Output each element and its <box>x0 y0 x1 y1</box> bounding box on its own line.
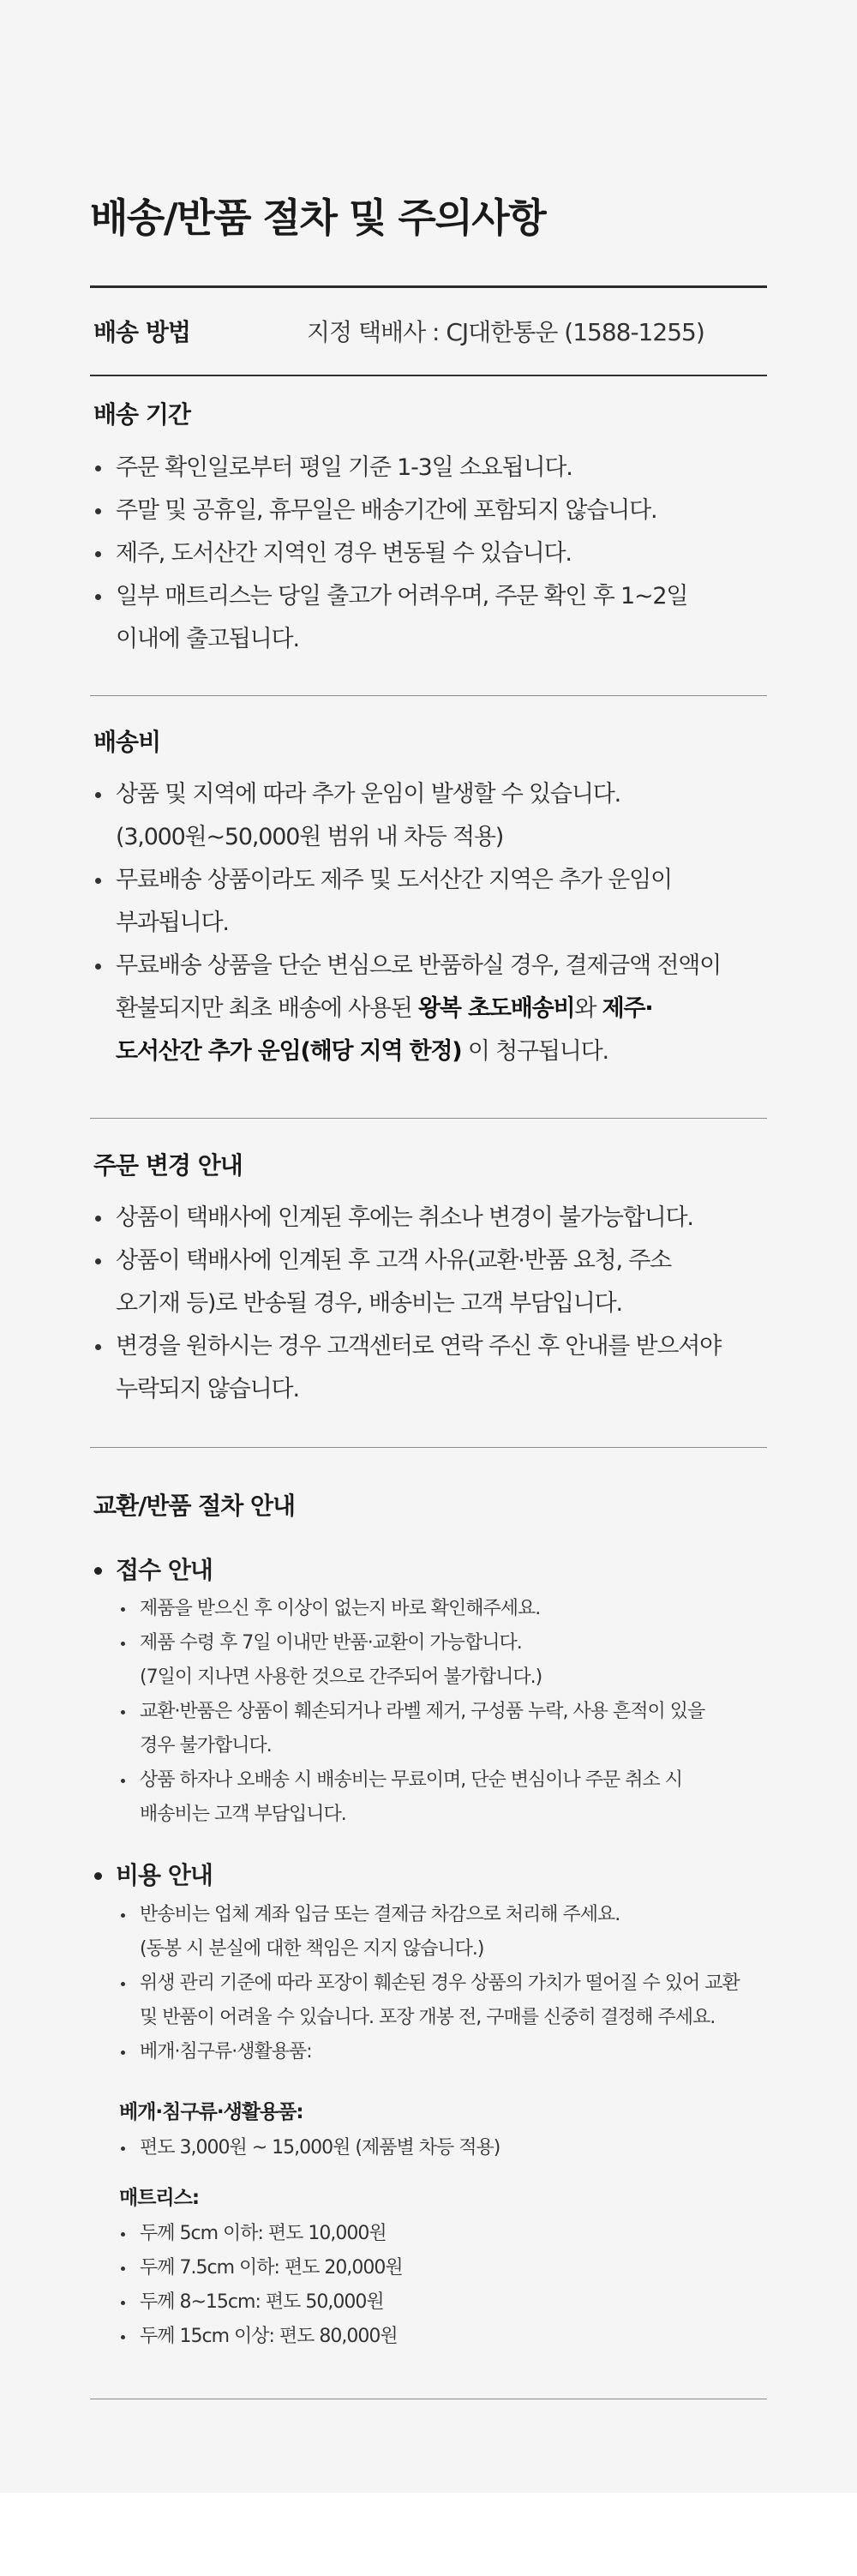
shipping-method-row <box>90 315 767 350</box>
list-item: 무료배송 상품이라도 제주 및 도서산간 지역은 추가 운임이 부과됩니다. <box>90 859 767 945</box>
section-divider <box>90 695 767 696</box>
shipping-method-value: 지정 택배사 : CJ대한통운 (1588-1255) <box>307 318 704 346</box>
list-item: 상품이 택배사에 인계된 후 고객 사유(교환·반품 요청, 주소 오기재 등)로 반송될 경우, 배송비는 고객 부담입니다. <box>90 1240 767 1325</box>
order-change-list <box>90 1197 767 1411</box>
section-divider <box>90 1447 767 1448</box>
list-item: 주문 확인일로부터 평일 기준 1-3일 소요됩니다. <box>90 447 767 489</box>
shipping-fee-list <box>90 773 767 1073</box>
cost-heading: 비용 안내 <box>90 1858 213 1893</box>
list-item: 두께 8~15cm: 편도 50,000원 <box>117 2285 769 2320</box>
list-item: 반송비는 업체 계좌 입금 또는 결제금 차감으로 처리해 주세요. (동봉 시 분실에 대한 책임은 지지 않습니다.) <box>117 1898 769 1967</box>
mattress-fee-heading: 매트리스: <box>119 2187 200 2209</box>
list-item: 제품을 받으신 후 이상이 없는지 바로 확인해주세요. <box>117 1592 769 1626</box>
method-divider <box>90 375 767 376</box>
shipping-method-label: 배송 방법 <box>93 318 190 346</box>
list-item: 변경을 원하시는 경우 고객센터로 연락 주신 후 안내를 받으셔야 누락되지 않습니다. <box>90 1325 767 1411</box>
exchange-heading: 교환/반품 절차 안내 <box>93 1492 296 1520</box>
shipping-period-list <box>90 447 767 661</box>
list-item: 상품 하자나 오배송 시 배송비는 무료이며, 단순 변심이나 주문 취소 시 배송비는 고객 부담입니다. <box>117 1763 769 1832</box>
list-item: 일부 매트리스는 당일 출고가 어려우며, 주문 확인 후 1~2일 이내에 출고됩니다. <box>90 575 767 661</box>
cost-list <box>117 1898 769 2069</box>
title-divider <box>90 285 767 288</box>
list-item: 상품이 택배사에 인계된 후에는 취소나 변경이 불가능합니다. <box>90 1197 767 1240</box>
list-item: 편도 3,000원 ~ 15,000원 (제품별 차등 적용) <box>117 2131 769 2165</box>
list-item: 베개·침구류·생활용품: <box>117 2035 769 2069</box>
mattress-fee-list <box>117 2217 769 2354</box>
list-item: 두께 7.5cm 이하: 편도 20,000원 <box>117 2251 769 2285</box>
list-item: 상품 및 지역에 따라 추가 운임이 발생할 수 있습니다. (3,000원~50,000원 범위 내 차등 적용) <box>90 773 767 859</box>
bedding-fee-list <box>117 2131 769 2165</box>
shipping-period-heading: 배송 기간 <box>93 400 190 429</box>
round-trip-fee-emphasis: 왕복 초도배송비 <box>418 995 575 1022</box>
section-divider <box>90 1118 767 1119</box>
list-item: 교환·반품은 상품이 훼손되거나 라벨 제거, 구성품 누락, 사용 흔적이 있을 경우 불가합니다. <box>117 1695 769 1763</box>
list-item: 두께 15cm 이상: 편도 80,000원 <box>117 2320 769 2354</box>
list-item: 두께 5cm 이하: 편도 10,000원 <box>117 2217 769 2251</box>
bedding-fee-heading: 베개·침구류·생활용품: <box>119 2101 303 2123</box>
island-fee-emphasis: 도서산간 추가 운임(해당 지역 한정) <box>116 1038 462 1065</box>
list-item: 위생 관리 기준에 따라 포장이 훼손된 경우 상품의 가치가 떨어질 수 있어 교환 및 반품이 어려울 수 있습니다. 포장 개봉 전, 구매를 신중히 결정해 주세요. <box>117 1967 769 2035</box>
order-change-heading: 주문 변경 안내 <box>93 1151 243 1180</box>
page-title: 배송/반품 절차 및 주의사항 <box>90 195 546 241</box>
reception-heading: 접수 안내 <box>90 1553 213 1588</box>
list-item: 주말 및 공휴일, 휴무일은 배송기간에 포함되지 않습니다. <box>90 489 767 532</box>
list-item: 제주, 도서산간 지역인 경우 변동될 수 있습니다. <box>90 532 767 575</box>
list-item: 무료배송 상품을 단순 변심으로 반품하실 경우, 결제금액 전액이 환불되지만 최초 배송에 사용된 왕복 초도배송비와 제주· 도서산간 추가 운임(해당 지역 한정) 이 청구됩니다. <box>90 945 767 1073</box>
shipping-fee-heading: 배송비 <box>93 728 161 756</box>
reception-list <box>117 1592 769 1832</box>
list-item: 제품 수령 후 7일 이내만 반품·교환이 가능합니다. (7일이 지나면 사용한 것으로 간주되어 불가합니다.) <box>117 1626 769 1695</box>
